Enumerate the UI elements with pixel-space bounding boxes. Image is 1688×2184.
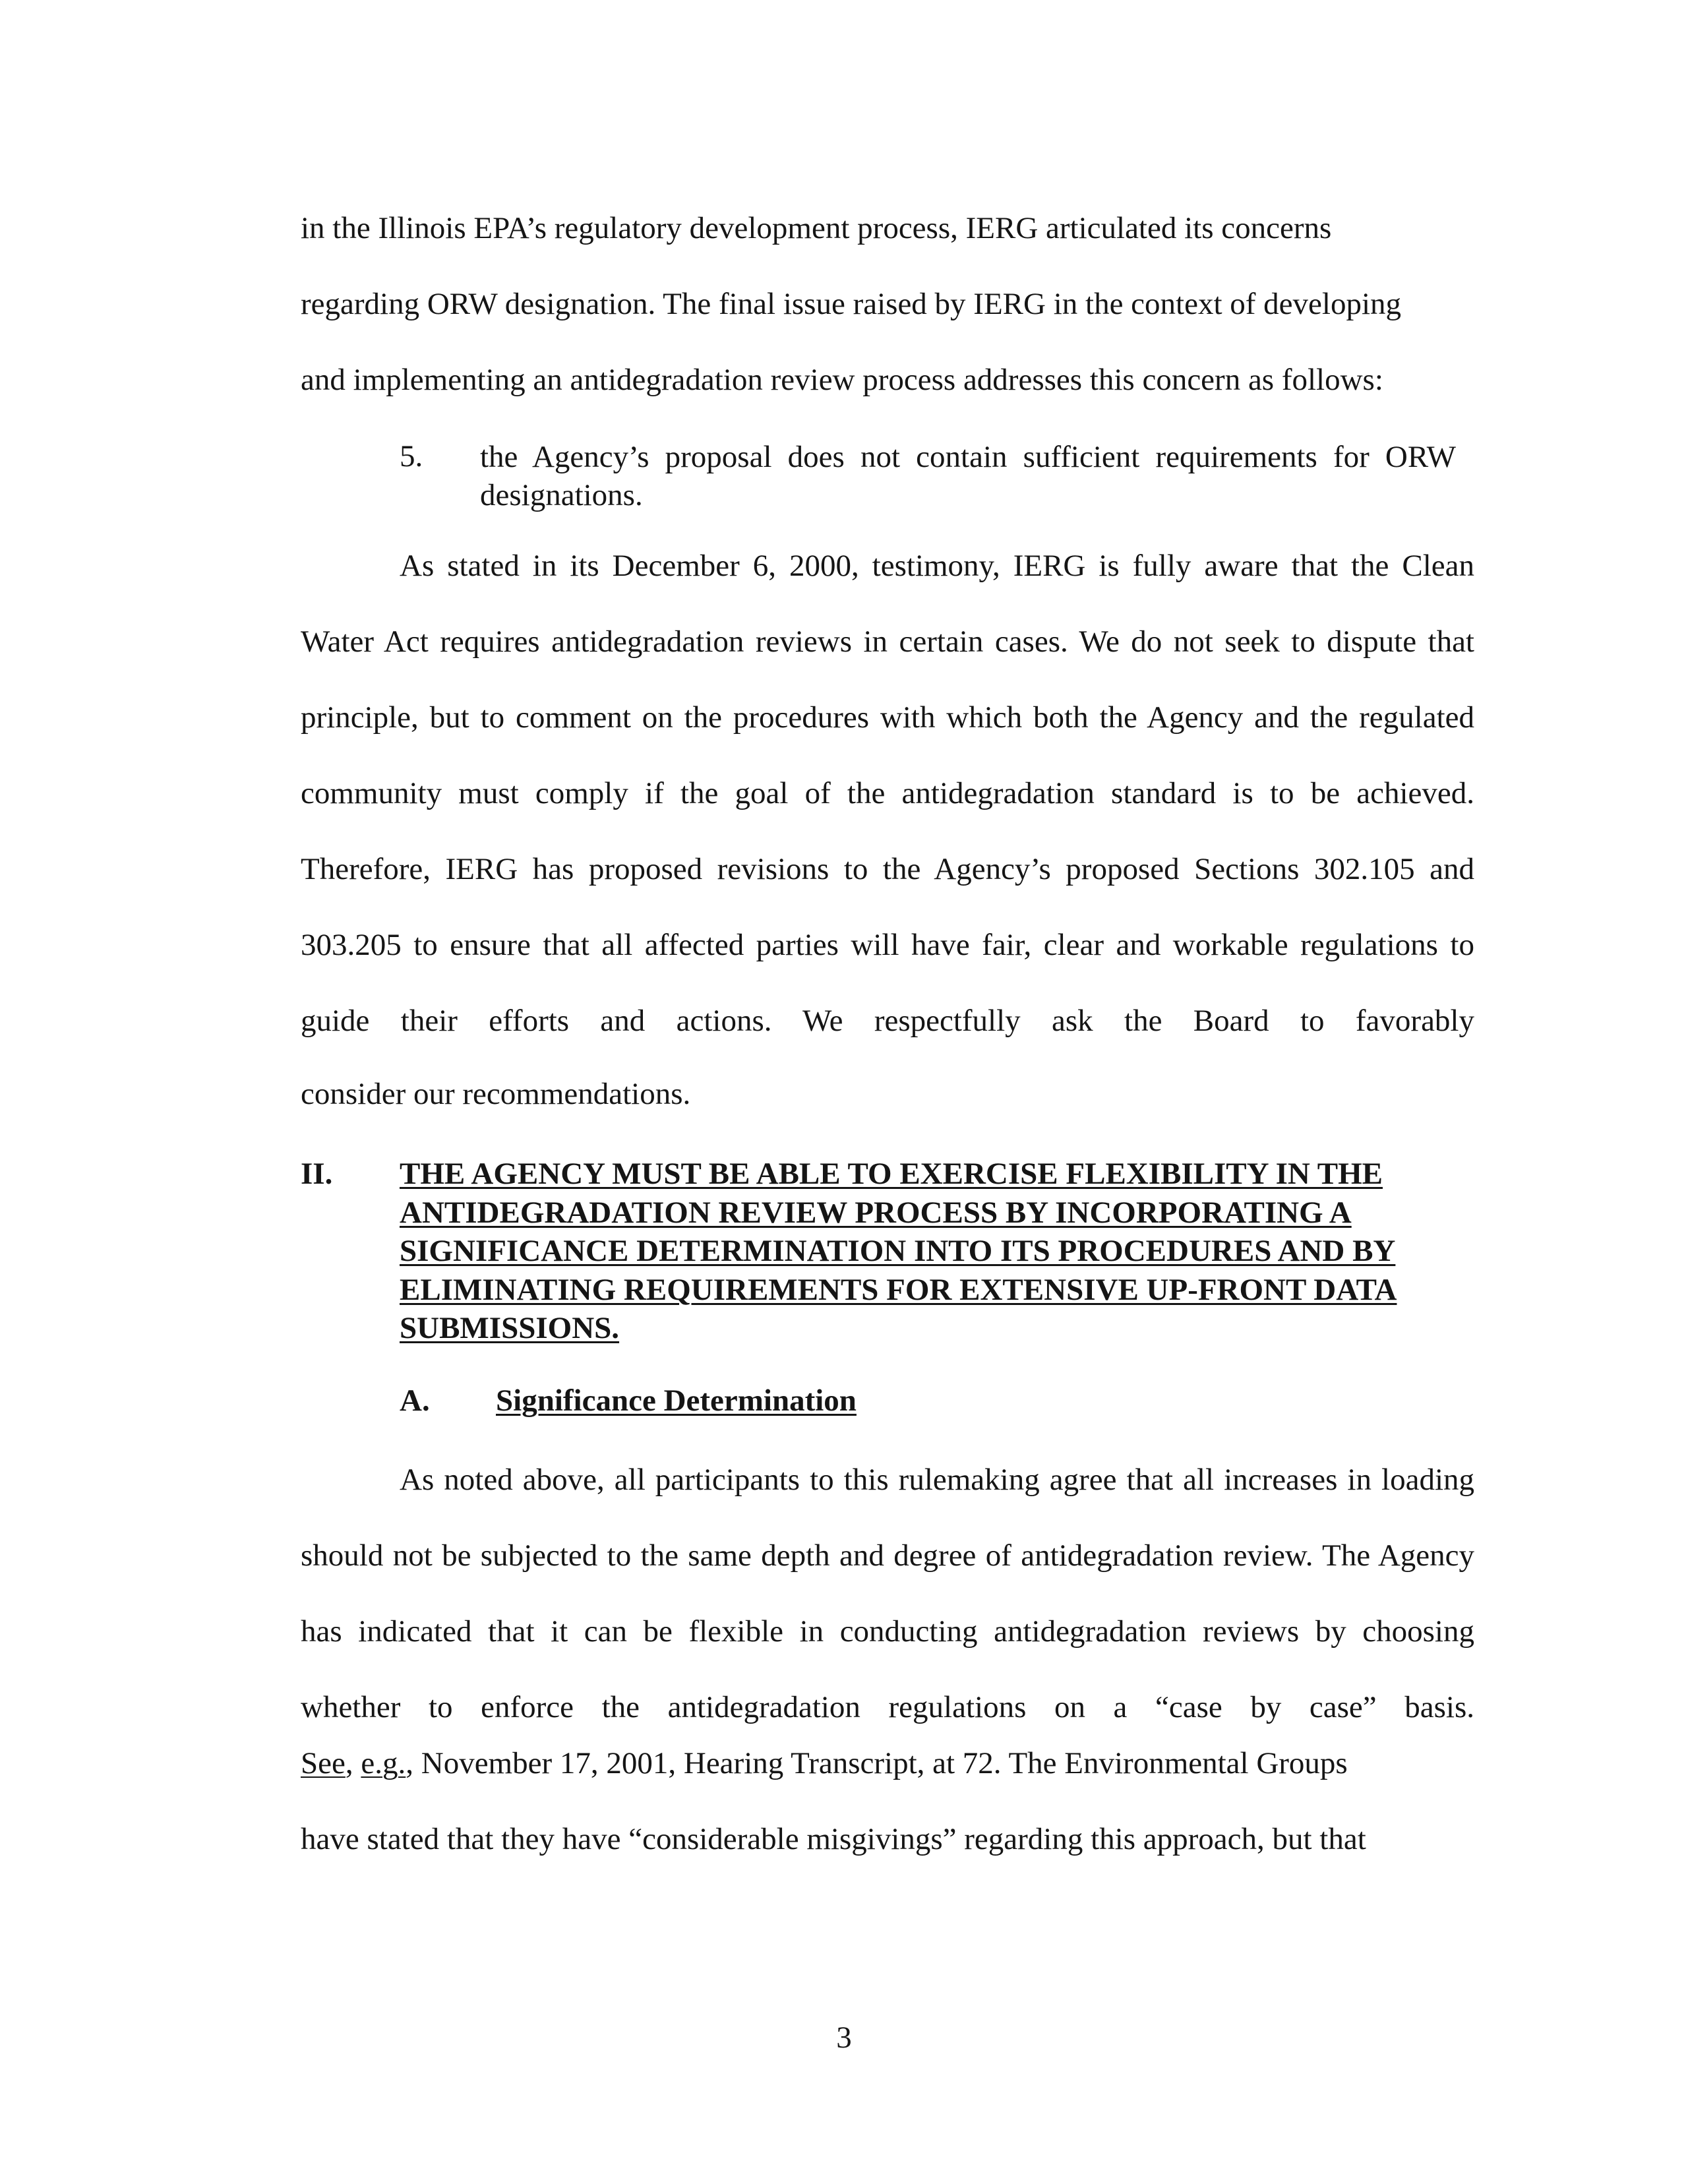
citation-rest: , November 17, 2001, Hearing Transcript, at 72. The Environmental Groups <box>406 1746 1348 1780</box>
paragraph-testimony: As stated in its December 6, 2000, testimony, IERG is fully aware that the Clean Water Act requires antidegradation reviews in certain cases. We do not seek to dispute that principle, but to comment on the procedures with which both the Agency and the regulated community must comply if the goal of the antidegradation standard is to be achieved. Therefore, IERG has proposed revisions to the Agency’s proposed Sections 302.105 and 303.205 to ensure that all affected parties will have fair, clear and workable regulations to guide their efforts and actions. We respectfully ask the Board to favorably <box>301 549 1474 1038</box>
page-number: 3 <box>836 2020 852 2055</box>
list-item-number: 5. <box>400 439 423 473</box>
citation-see: See <box>301 1746 346 1780</box>
citation-eg: e.g. <box>361 1746 406 1780</box>
list-item-text: the Agency’s proposal does not contain sufficient requirements for ORW designations. <box>480 440 1456 512</box>
section-heading-number: II. <box>301 1157 333 1191</box>
paragraph-line-1: in the Illinois EPA’s regulatory development process, IERG articulated its concerns <box>301 211 1332 245</box>
subsection-heading: Significance Determination <box>496 1383 857 1418</box>
paragraph-significance-last-line: have stated that they have “considerable misgivings” regarding this approach, but that <box>301 1822 1366 1856</box>
paragraph-line-3: and implementing an antidegradation review process addresses this concern as follows: <box>301 363 1383 397</box>
subsection-heading-number: A. <box>400 1383 430 1418</box>
paragraph-line-2: regarding ORW designation. The final issue raised by IERG in the context of developing <box>301 287 1402 321</box>
section-heading: THE AGENCY MUST BE ABLE TO EXERCISE FLEXIBILITY IN THE ANTIDEGRADATION REVIEW PROCESS BY INCORPORATING A SIGNIFICANCE DETERMINATION INTO ITS PROCEDURES AND BY ELIMINATING REQUIREMENTS FOR EXTENSIVE UP-FRONT DATA SUBMISSIONS. <box>400 1157 1397 1345</box>
paragraph-testimony-last-line: consider our recommendations. <box>301 1077 691 1111</box>
paragraph-significance: As noted above, all participants to this rulemaking agree that all increases in loading should not be subjected to the same depth and degree of antidegradation review. The Agency has indicated that it can be flexible in conducting antidegradation reviews by choosing whether to enforce the antidegradation regulations on a “case by case” basis. <box>301 1463 1474 1724</box>
citation-line: See, e.g., November 17, 2001, Hearing Transcript, at 72. The Environmental Groups <box>301 1746 1348 1780</box>
